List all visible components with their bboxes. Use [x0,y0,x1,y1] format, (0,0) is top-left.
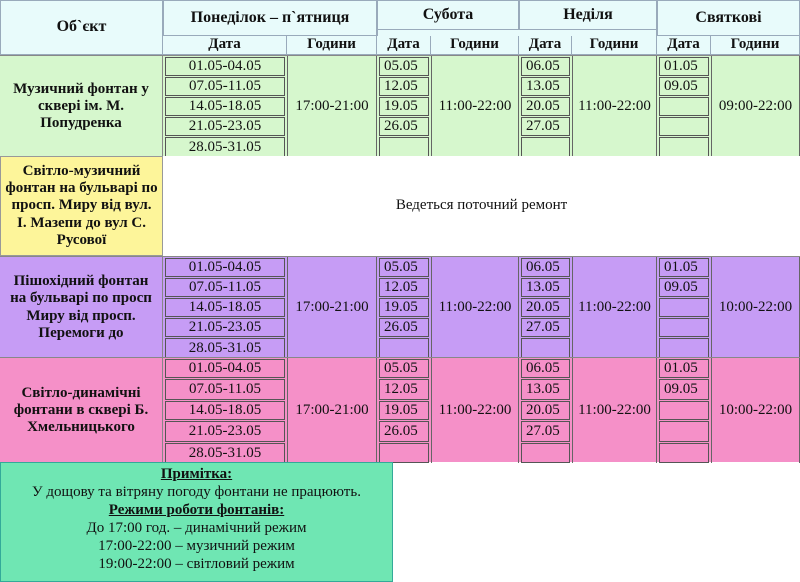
weekday-hours: 17:00-21:00 [287,358,377,463]
weekday-date: 01.05-04.05 [165,359,285,378]
weekday-date: 14.05-18.05 [165,298,285,317]
sunday-date: 20.05 [521,401,570,420]
saturday-date: 19.05 [379,401,429,420]
header-date-hol: Дата [657,36,711,55]
saturday-date: 19.05 [379,298,429,317]
footnote-title: Примітка: [160,466,233,482]
repair-notice [163,156,800,256]
holiday-date: 09.05 [659,278,709,297]
footnote-box [0,462,393,582]
holiday-date [659,298,709,317]
fountain-name-2: Світло-музичний фонтан на бульварі по просп. Миру від вул. І. Мазепи до вул С. Русової [5,162,158,248]
weekday-date: 01.05-04.05 [165,258,285,277]
holiday-date [659,318,709,337]
saturday-date: 26.05 [379,318,429,337]
saturday-date: 19.05 [379,97,429,116]
sunday-date: 13.05 [521,77,570,96]
header-holidays-label: Святкові [695,8,762,26]
sunday-date: 27.05 [521,318,570,337]
holiday-date [659,421,709,442]
header-hours-sun: Години [572,36,657,55]
saturday-date: 26.05 [379,421,429,442]
saturday-hours: 11:00-22:00 [431,56,519,157]
fountain-name: Пішохідний фонтан на бульварі по просп Миру від просп. Перемоги до [0,257,163,358]
sunday-date: 06.05 [521,258,570,277]
header-weekdays-label: Понеділок – п`ятниця [190,8,350,26]
holiday-hours: 10:00-22:00 [711,358,800,463]
saturday-date [379,443,429,463]
footnote-text: У дощову та вітряну погоду фонтани не працюють. [32,484,361,500]
weekday-date: 21.05-23.05 [165,117,285,136]
holiday-date [659,443,709,463]
weekday-date: 28.05-31.05 [165,443,285,463]
header-hours-sat: Години [431,36,519,55]
header-weekdays [163,0,377,36]
weekday-date: 01.05-04.05 [165,57,285,76]
holiday-date [659,117,709,136]
holiday-hours: 10:00-22:00 [711,257,800,358]
sunday-date [521,338,570,358]
holiday-date: 01.05 [659,359,709,378]
header-sunday [519,0,657,30]
saturday-date: 12.05 [379,379,429,400]
modes-title: Режими роботи фонтанів: [108,502,285,518]
saturday-date [379,137,429,157]
holiday-date [659,338,709,358]
holiday-date [659,97,709,116]
repair-text: Ведеться поточний ремонт [395,197,568,214]
section-light-music-name [0,156,163,256]
sunday-date: 27.05 [521,117,570,136]
weekday-date: 28.05-31.05 [165,137,285,157]
weekday-date: 14.05-18.05 [165,401,285,420]
sunday-date: 13.05 [521,379,570,400]
mode-line: 19:00-22:00 – світловий режим [98,556,295,572]
saturday-date: 12.05 [379,77,429,96]
sunday-date [521,137,570,157]
section-music-fountain [0,55,800,156]
holiday-date [659,137,709,157]
saturday-date: 12.05 [379,278,429,297]
weekday-date: 07.05-11.05 [165,77,285,96]
sunday-date: 13.05 [521,278,570,297]
sunday-hours: 11:00-22:00 [572,257,657,358]
fountain-name: Музичний фонтан у сквері ім. М. Попудренка [0,56,163,157]
section-pedestrian-fountain [0,256,800,357]
header-object-label: Об`єкт [56,18,107,36]
sunday-date: 20.05 [521,97,570,116]
saturday-hours: 11:00-22:00 [431,358,519,463]
header-holidays [657,0,800,36]
sunday-date [521,443,570,463]
saturday-date: 26.05 [379,117,429,136]
header-saturday-label: Субота [422,5,474,23]
saturday-date: 05.05 [379,359,429,378]
header-date-sat: Дата [377,36,431,55]
holiday-date [659,401,709,420]
fountain-name: Світло-динамічні фонтани в сквері Б. Хмельницького [0,358,163,463]
header-object [0,0,163,55]
weekday-date: 21.05-23.05 [165,318,285,337]
sunday-date: 06.05 [521,57,570,76]
header-date-weekday: Дата [163,36,287,55]
weekday-date: 07.05-11.05 [165,278,285,297]
section-light-dynamic-fountain [0,357,800,462]
sunday-date: 06.05 [521,359,570,378]
weekday-date: 07.05-11.05 [165,379,285,400]
weekday-date: 28.05-31.05 [165,338,285,358]
holiday-date: 09.05 [659,379,709,400]
holiday-date: 01.05 [659,258,709,277]
holiday-date: 01.05 [659,57,709,76]
header-hours-hol: Години [711,36,800,55]
saturday-date: 05.05 [379,258,429,277]
header-sunday-label: Неділя [563,5,613,23]
sunday-date: 27.05 [521,421,570,442]
saturday-date [379,338,429,358]
holiday-hours: 09:00-22:00 [711,56,800,157]
sunday-hours: 11:00-22:00 [572,56,657,157]
sunday-date: 20.05 [521,298,570,317]
header-hours-weekday: Години [287,36,377,55]
saturday-hours: 11:00-22:00 [431,257,519,358]
weekday-date: 21.05-23.05 [165,421,285,442]
saturday-date: 05.05 [379,57,429,76]
weekday-date: 14.05-18.05 [165,97,285,116]
mode-line: 17:00-22:00 – музичний режим [98,538,295,554]
header-date-sun: Дата [519,36,572,55]
sunday-hours: 11:00-22:00 [572,358,657,463]
holiday-date: 09.05 [659,77,709,96]
weekday-hours: 17:00-21:00 [287,56,377,157]
mode-line: До 17:00 год. – динамічний режим [86,520,307,536]
weekday-hours: 17:00-21:00 [287,257,377,358]
header-saturday [377,0,519,30]
